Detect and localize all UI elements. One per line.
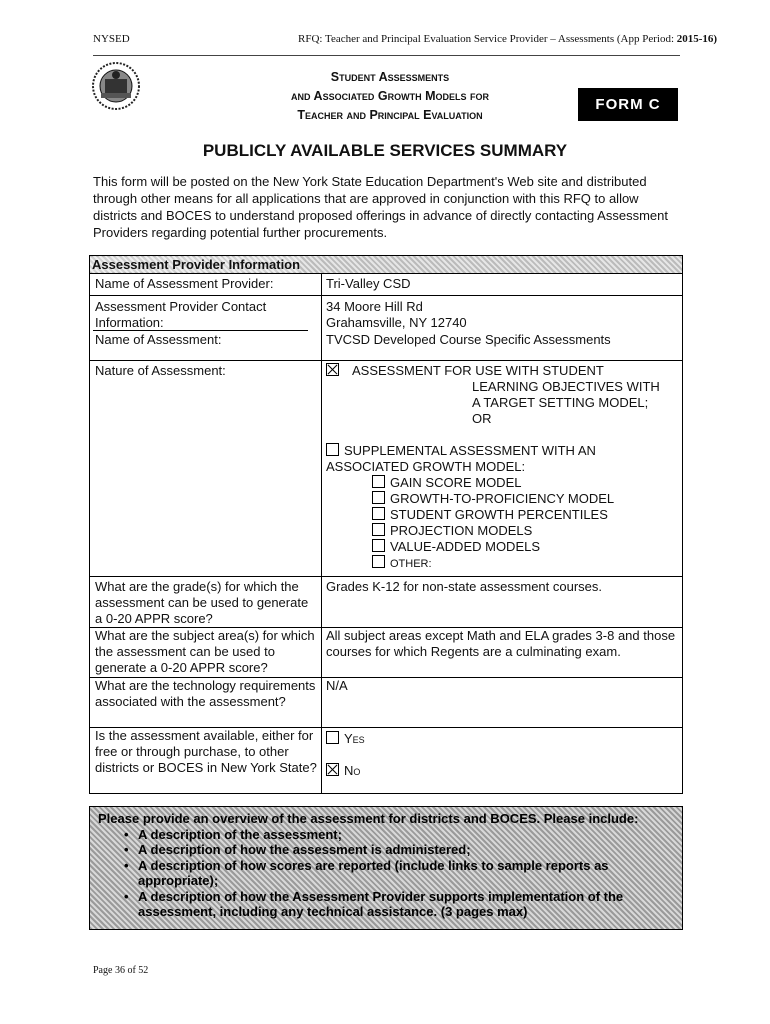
row-divider [90, 295, 682, 296]
nature-option-supplemental[interactable] [326, 443, 681, 459]
provider-name-label: Name of Assessment Provider: [95, 276, 274, 291]
page-title: PUBLICLY AVAILABLE SERVICES SUMMARY [202, 141, 568, 160]
header-divider [93, 55, 680, 56]
overview-item: • A description of how the assessment is administered; [138, 842, 678, 858]
growth-model-option[interactable] [326, 555, 681, 572]
header-rfq-title [298, 33, 717, 45]
growth-model-option[interactable] [326, 523, 681, 539]
title-line-2: and Associated Growth Models for [291, 89, 489, 103]
technology-label: What are the technology requirements associated with the assessment? [95, 678, 316, 709]
header-agency: NYSED [93, 33, 130, 45]
header-period: 2015-16) [676, 33, 718, 45]
growth-to-proficiency-label: GROWTH-TO-PROFICIENCY MODEL [390, 491, 615, 506]
growth-percentiles-checkbox[interactable] [372, 507, 385, 520]
slo-line3: A TARGET SETTING MODEL; [472, 395, 649, 410]
assessment-name-label: Name of Assessment: [95, 332, 222, 347]
nature-options [326, 363, 681, 572]
assessment-name-value: TVCSD Developed Course Specific Assessments [326, 332, 611, 347]
supplemental-line2: ASSOCIATED GROWTH MODEL: [326, 459, 526, 474]
overview-list [98, 827, 678, 920]
row-divider [93, 330, 308, 331]
projection-models-checkbox[interactable] [372, 523, 385, 536]
growth-model-option[interactable] [326, 491, 681, 507]
subjects-value: All subject areas except Math and ELA grades 3-8 and those courses for which Regents are a culminating exam. [326, 628, 676, 659]
growth-model-option[interactable] [326, 507, 681, 523]
availability-no[interactable] [326, 763, 681, 779]
form-label-badge: FORM C [578, 88, 678, 121]
intro-paragraph: This form will be posted on the New York State Education Department's Web site and distributed through other means for all applications that are approved in conjunction with this RFQ to allow districts and BOCES to understand proposed offerings in advance of directly contacting Assessment Providers regarding potential further procurements. [93, 174, 668, 240]
section-header-text: Assessment Provider Information [92, 257, 301, 272]
title-line-1: Student Assessments [330, 70, 450, 84]
subjects-label: What are the subject area(s) for which the assessment can be used to generate a 0-20 APPR score? [95, 628, 315, 675]
growth-to-proficiency-checkbox[interactable] [372, 491, 385, 504]
nature-option-slo[interactable] [326, 363, 681, 379]
contact-address-line1: 34 Moore Hill Rd [326, 299, 423, 314]
supplemental-line1: SUPPLEMENTAL ASSESSMENT WITH AN [344, 443, 596, 458]
overview-item: • A description of the assessment; [138, 827, 678, 843]
overview-text [98, 811, 678, 920]
overview-item: • A description of how scores are reported (include links to sample reports as appropriate); [138, 858, 678, 889]
grades-value: Grades K-12 for non-state assessment courses. [326, 579, 603, 594]
contact-label: Assessment Provider Contact Information: [95, 299, 267, 330]
page-number: Page 36 of 52 [93, 965, 149, 976]
growth-model-option[interactable] [326, 539, 681, 555]
form-title-block [240, 68, 540, 125]
other-checkbox[interactable] [372, 555, 385, 568]
nature-label: Nature of Assessment: [95, 363, 226, 378]
projection-models-label: PROJECTION MODELS [390, 523, 533, 538]
overview-intro: Please provide an overview of the assessment for districts and BOCES. Please include: [98, 811, 639, 826]
gain-score-label: GAIN SCORE MODEL [390, 475, 522, 490]
slo-checkbox[interactable] [326, 363, 339, 376]
value-added-label: VALUE-ADDED MODELS [390, 539, 541, 554]
slo-line2: LEARNING OBJECTIVES WITH [472, 379, 660, 394]
column-divider [321, 273, 322, 793]
growth-percentiles-label: STUDENT GROWTH PERCENTILES [390, 507, 608, 522]
yes-label: Yes [344, 731, 365, 746]
no-label: No [344, 763, 361, 778]
contact-value [326, 299, 681, 331]
availability-label: Is the assessment available, either for free or through purchase, to other districts or BOCES in New York State? [95, 728, 317, 775]
state-seal-logo [91, 61, 141, 111]
slo-line4: OR [472, 411, 492, 426]
supplemental-checkbox[interactable] [326, 443, 339, 456]
row-divider [90, 360, 682, 361]
grades-label: What are the grade(s) for which the assessment can be used to generate a 0-20 APPR score? [95, 579, 309, 626]
title-line-3: Teacher and Principal Evaluation [297, 108, 483, 122]
slo-line1: ASSESSMENT FOR USE WITH STUDENT [352, 363, 604, 378]
provider-name-value: Tri-Valley CSD [326, 276, 411, 291]
yes-checkbox[interactable] [326, 731, 339, 744]
contact-address-line2: Grahamsville, NY 12740 [326, 315, 467, 330]
section-header [90, 256, 682, 274]
growth-model-option[interactable] [326, 475, 681, 491]
availability-yes[interactable] [326, 731, 681, 747]
no-checkbox[interactable] [326, 763, 339, 776]
row-divider [90, 576, 682, 577]
value-added-checkbox[interactable] [372, 539, 385, 552]
overview-instructions-box [89, 806, 683, 930]
header-rfq-prefix: RFQ: Teacher and Principal Evaluation Service Provider – Assessments (App Period: [298, 33, 677, 45]
gain-score-checkbox[interactable] [372, 475, 385, 488]
overview-item: • A description of how the Assessment Provider supports implementation of the assessment, including any technical assistance. (3 pages max) [138, 889, 678, 920]
other-label: OTHER: [390, 558, 432, 570]
provider-info-table [89, 255, 683, 794]
technology-value: N/A [326, 678, 348, 693]
